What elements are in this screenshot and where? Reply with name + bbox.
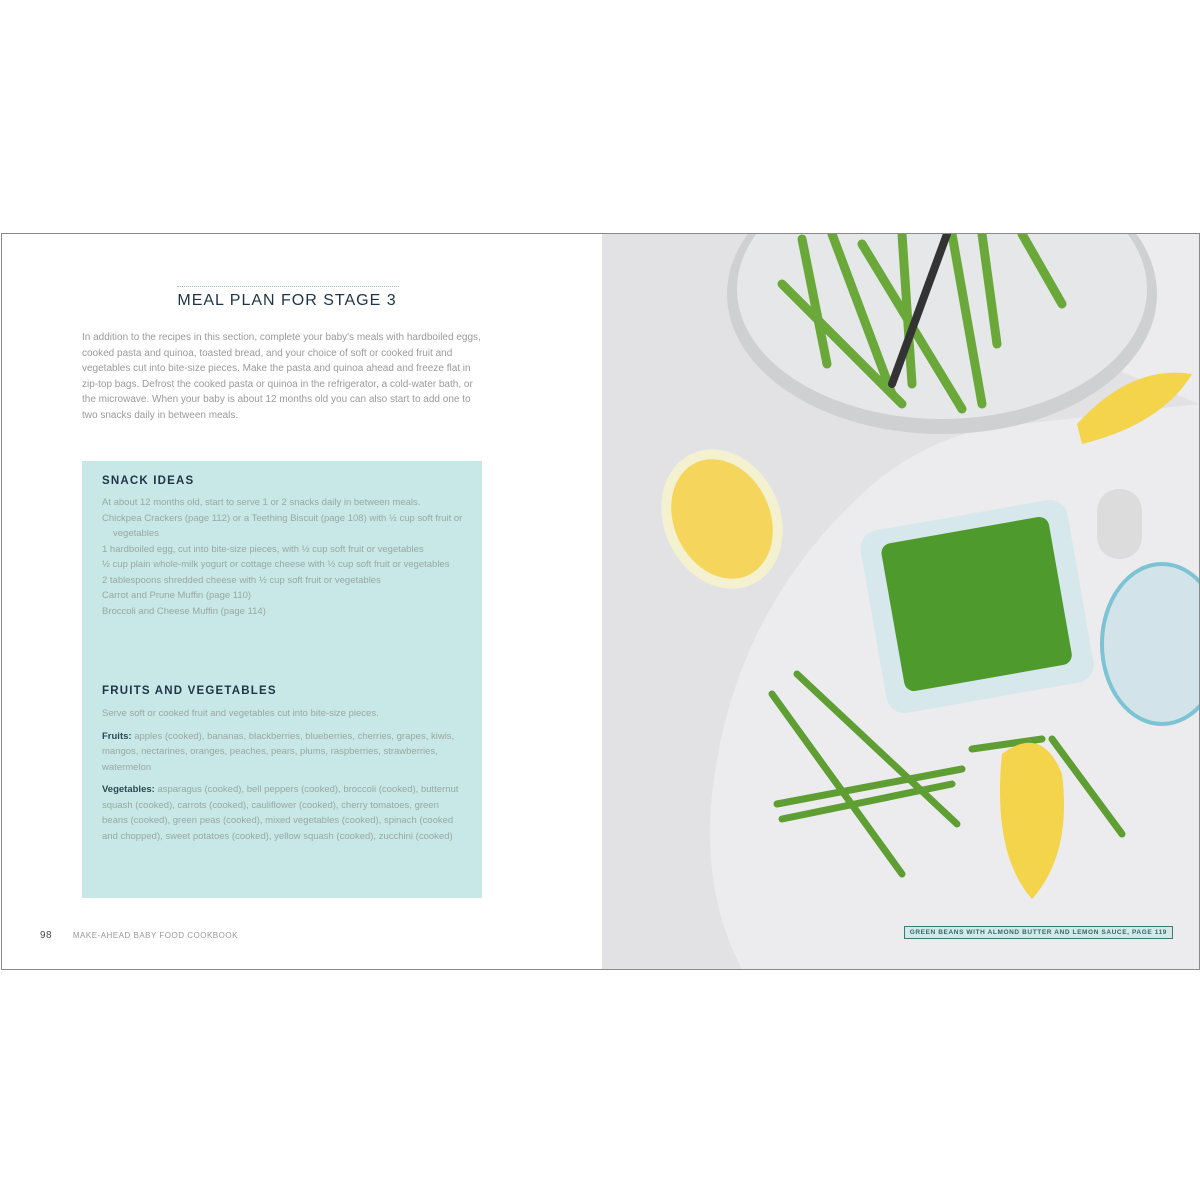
snack-item: 2 tablespoons shredded cheese with ½ cup soft fruit or vegetables [102, 574, 381, 586]
snack-ideas-section [102, 475, 467, 619]
fruits-list [102, 729, 467, 776]
photo-caption: GREEN BEANS WITH ALMOND BUTTER AND LEMON SAUCE, PAGE 119 [904, 926, 1173, 939]
board-handle [1097, 489, 1142, 559]
page-number: 98 [40, 930, 53, 941]
fruits-vegetables-intro: Serve soft or cooked fruit and vegetables cut into bite-size pieces. [102, 708, 379, 719]
snack-ideas-heading: SNACK IDEAS [102, 475, 195, 487]
fruits-vegetables-heading: FRUITS AND VEGETABLES [102, 685, 277, 697]
snack-item: 1 hardboiled egg, cut into bite-size pieces, with ½ cup soft fruit or vegetables [102, 543, 424, 555]
vegetables-text: asparagus (cooked), bell peppers (cooked), broccoli (cooked), butternut squash (cooked), carrots (cooked), cauliflower (cooked), cherry tomatoes, green beans (cooked), green peas (cooked), mixed vegetables (cooked), spinach (cooked and chopped), sweet potatoes (cooked), yellow squash (cooked), zucchini (cooked) [102, 784, 459, 842]
left-page [2, 234, 602, 969]
page-title: MEAL PLAN FOR STAGE 3 [177, 292, 397, 309]
snack-item: Carrot and Prune Muffin (page 110) [102, 590, 252, 601]
fruits-text: apples (cooked), bananas, blackberries, blueberries, cherries, grapes, kiwis, mangos, nectarines, oranges, peaches, pears, plums, raspberries, strawberries, watermelon [102, 730, 455, 773]
vegetables-label: Vegetables: [102, 784, 155, 795]
page-footer [40, 930, 238, 941]
chopped-beans [880, 515, 1073, 692]
title-divider [177, 286, 399, 287]
fruits-vegetables-section [102, 685, 467, 844]
running-title: MAKE-AHEAD BABY FOOD COOKBOOK [72, 931, 238, 940]
snack-item: ½ cup plain whole-milk yogurt or cottage cheese with ½ cup soft fruit or vegetables [102, 559, 450, 570]
snack-item: At about 12 months old, start to serve 1 or 2 snacks daily in between meals. [102, 497, 421, 508]
vegetables-list [102, 782, 467, 844]
fruits-label: Fruits: [102, 730, 132, 742]
food-photo [602, 234, 1199, 969]
sidebar-box [82, 461, 482, 898]
green-beans-photo-illustration [602, 234, 1199, 969]
snack-item: Chickpea Crackers (page 112) or a Teething Biscuit (page 108) with ½ cup soft fruit or vegetables [102, 512, 463, 539]
book-spread [1, 233, 1200, 970]
intro-paragraph: In addition to the recipes in this section, complete your baby's meals with hardboiled eggs, cooked pasta and quinoa, toasted bread, and your choice of soft or cooked fruit and vegetables cut into bite-size pieces. Make the pasta and quinoa ahead and freeze flat in zip-top bags. Defrost the cooked pasta or quinoa in the refrigerator, a cold-water bath, or the microwave. When your baby is about 12 months old you can also start to add one to two snacks daily in between meals. [82, 332, 481, 421]
snack-item: Broccoli and Cheese Muffin (page 114) [102, 605, 266, 617]
